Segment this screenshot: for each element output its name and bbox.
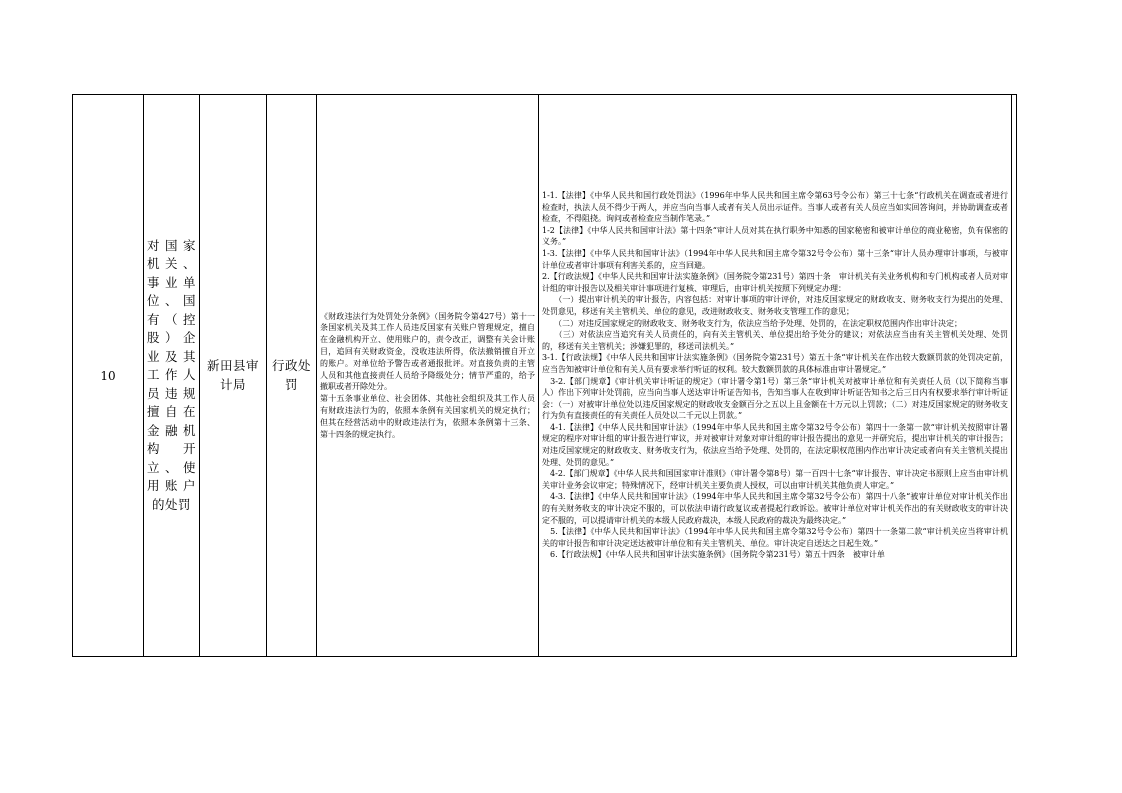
legal-basis-cell — [317, 95, 539, 657]
category-cell — [267, 95, 317, 657]
procedure-basis-text: 1-1.【法律】《中华人民共和国行政处罚法》（1996年中华人民共和国主席令第63号令公布）第三十七条“行政机关在调查或者进行检查时，执法人员不得少于两人，并应当向当事人或者有关人员出示证件。当事人或者有关人员应当如实回答询问，并协助调查或者检查，不得阻挠。询问或者检查应当制作笔录。” 1-2【法律】《中华人民共和国审计法》第十四条“审计人员对其在执行职务中知悉的国家秘密和被审计单位的商业秘密，负有保密的义务。” 1-3.【法律】《中华人民共和国审计法》（1994年中华人民共和国主席令第32号令公布）第十三条“审计人员办理审计事项，与被审计单位或者审计事项有利害关系的，应当回避。 2.【行政法规】《中华人民共和国审计法实施条例》（国务院令第231号）第四十条 审计机关有关业务机构和专门机构或者人员对审计组的审计报告以及相关审计事项进行复核、审理后，由审计机关按照下列规定办理： （一）提出审计机关的审计报告，内容包括：对审计事项的审计评价，对违反国家规定的财政收支、财务收支行为提出的处理、处罚意见，移送有关主管机关、单位的意见，改进财政收支、财务收支管理工作的意见； （二）对违反国家规定的财政收支、财务收支行为，依法应当给予处理、处罚的，在法定职权范围内作出审计决定； （三）对依法应当追究有关人员责任的，向有关主管机关、单位提出给予处分的建议；对依法应当由有关主管机关处理、处罚的，移送有关主管机关；涉嫌犯罪的，移送司法机关。” 3-1.【行政法规】《中华人民共和国审计法实施条例》（国务院令第231号）第五十条“审计机关在作出较大数额罚款的处罚决定前，应当告知被审计单位和有关人员有要求举行听证的权利。较大数额罚款的具体标准由审计署规定。” 3-2.【部门规章】《审计机关审计听证的规定》（审计署令第1号）第三条“审计机关对被审计单位和有关责任人员（以下简称当事人）作出下列审计处罚前，应当向当事人送达审计听证告知书，告知当事人在收到审计听证告知书之后三日内有权要求举行审计听证会：（一）对被审计单位处以违反国家规定的财政收支金额百分之五以上且金额在十万元以上罚款；（二）对违反国家规定的财务收支行为负有直接责任的有关责任人员处以二千元以上罚款。” 4-1.【法律】《中华人民共和国审计法》（1994年中华人民共和国主席令第32号令公布）第四十一条第一款“审计机关按照审计署规定的程序对审计组的审计报告进行审议，并对被审计对象对审计组的审计报告提出的意见一并研究后，提出审计机关的审计报告；对违反国家规定的财政收支、财务收支行为，依法应当给予处理、处罚的，在法定职权范围内作出审计决定或者向有关主管机关提出处理、处罚的意见。” 4-2.【部门规章】《中华人民共和国国家审计准则》（审计署令第8号）第一百四十七条“审计报告、审计决定书原则上应当由审计机关审计业务会议审定；特殊情况下，经审计机关主要负责人授权，可以由审计机关其他负责人审定。” 4-3.【法律】《中华人民共和国审计法》（1994年中华人民共和国主席令第32号令公布）第四十八条“被审计单位对审计机关作出的有关财务收支的审计决定不服的，可以依法申请行政复议或者提起行政诉讼。被审计单位对审计机关作出的有关财政收支的审计决定不服的，可以提请审计机关的本级人民政府裁决，本级人民政府的裁决为最终决定。” 5.【法律】《中华人民共和国审计法》（1994年中华人民共和国主席令第32号令公布）第四十一条第二款“审计机关应当将审计机关的审计报告和审计决定送达被审计单位和有关主管机关、单位。审计决定自送达之日起生效。” 6.【行政法规】《中华人民共和国审计法实施条例》（国务院令第231号）第五十四条 被审计单 — [542, 191, 1008, 560]
item-name: 对国家机关、事业单位、国有（控股）企业及其工作人员违规擅自在金融机构开立、使用账户的处罚 — [147, 237, 196, 512]
matter-table — [72, 94, 1017, 657]
department-cell — [200, 95, 267, 657]
table-row — [73, 95, 1017, 657]
row-number-cell — [73, 95, 144, 657]
department-name: 新田县审计局 — [206, 358, 259, 392]
procedure-basis-cell — [539, 95, 1012, 657]
row-number: 10 — [100, 368, 116, 383]
item-name-cell — [144, 95, 200, 657]
legal-basis-text: 《财政违法行为处罚处分条例》（国务院令第427号）第十一条国家机关及其工作人员违反国家有关账户管理规定，擅自在金融机构开立、使用账户的，责令改正，调整有关会计账目，追回有关财政资金，没收违法所得，依法撤销擅自开立的账户。对单位给予警告或者通报批评。对直接负责的主管人员和其他直接责任人员给予降级处分；情节严重的，给予撤职或者开除处分。 第十五条事业单位、社会团体、其他社会组织及其工作人员有财政违法行为的，依照本条例有关国家机关的规定执行；但其在经营活动中的财政违法行为，依照本条例第十三条、第十四条的规定执行。 — [320, 311, 535, 439]
empty-cell — [1012, 95, 1017, 657]
power-category: 行政处罚 — [271, 358, 311, 392]
